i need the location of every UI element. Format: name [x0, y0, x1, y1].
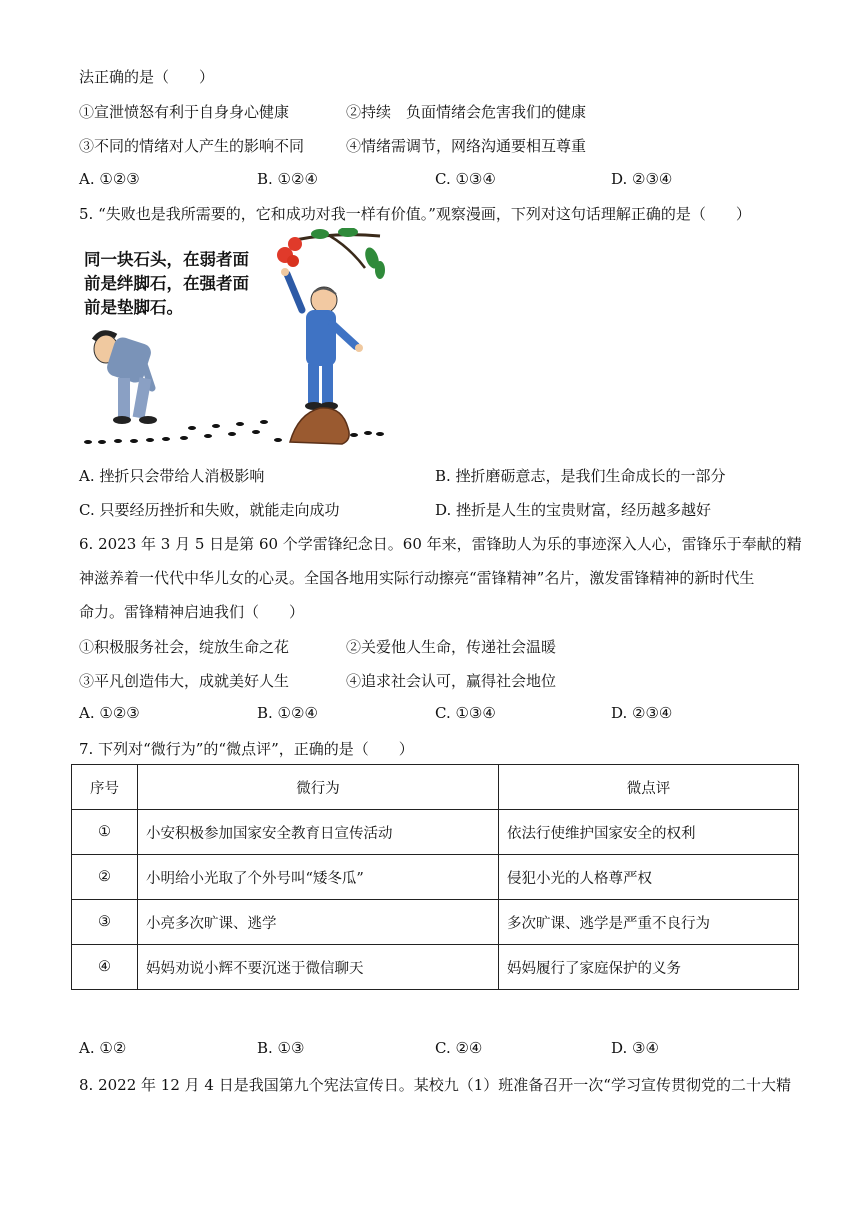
q6-item-1: ①积极服务社会，绽放生命之花: [79, 638, 290, 656]
table-row: [72, 945, 799, 990]
header-comment: 微点评: [499, 765, 799, 810]
row-behavior: 小安积极参加国家安全教育日宣传活动: [138, 810, 499, 855]
q6-option-c[interactable]: C. ①③④: [435, 704, 496, 722]
q6-item-4: ④追求社会认可，赢得社会地位: [346, 672, 557, 690]
q7-stem: 7. 下列对“微行为”的“微点评”，正确的是（ ）: [79, 740, 414, 758]
q7-option-b[interactable]: B. ①③: [257, 1039, 305, 1057]
q4-options: [79, 170, 779, 190]
header-number: 序号: [72, 765, 138, 810]
q5-option-b[interactable]: B. 挫折磨砺意志，是我们生命成长的一部分: [435, 467, 726, 485]
q5-cartoon: [80, 228, 390, 450]
row-comment: 妈妈履行了家庭保护的义务: [499, 945, 799, 990]
cartoon-illustration: [80, 228, 390, 450]
q7-option-c[interactable]: C. ②④: [435, 1039, 483, 1057]
table-row: [72, 900, 799, 945]
row-number: ④: [72, 945, 138, 990]
q6-item-3: ③平凡创造伟大，成就美好人生: [79, 672, 290, 690]
table-row: [72, 855, 799, 900]
row-behavior: 妈妈劝说小辉不要沉迷于微信聊天: [138, 945, 499, 990]
q6-item-2: ②关爱他人生命，传递社会温暖: [346, 638, 557, 656]
q8-stem: 8. 2022 年 12 月 4 日是我国第九个宪法宣传日。某校九（1）班准备召开一次“学习宣传贯彻党的二十大精: [79, 1076, 791, 1094]
row-number: ②: [72, 855, 138, 900]
cartoon-caption: 同一块石头，在弱者面前是绊脚石，在强者面前是垫脚石。: [84, 250, 249, 317]
q5-option-d[interactable]: D. 挫折是人生的宝贵财富，经历越多越好: [435, 501, 712, 519]
q7-options: [79, 1039, 779, 1059]
q4-item-1: ①宣泄愤怒有利于自身身心健康: [79, 103, 290, 121]
q6-stem-line-1: 6. 2023 年 3 月 5 日是第 60 个学雷锋纪念日。60 年来，雷锋助人为乐的事迹深入人心，雷锋乐于奉献的精: [79, 535, 802, 553]
q6-options: [79, 704, 779, 724]
q5-option-a[interactable]: A. 挫折只会带给人消极影响: [79, 467, 265, 485]
q6-stem-line-2: 神滋养着一代代中华儿女的心灵。全国各地用实际行动擦亮“雷锋精神”名片，激发雷锋精神的新时代生: [79, 569, 755, 587]
q4-option-d[interactable]: D. ②③④: [611, 170, 673, 188]
table-header-row: [72, 765, 799, 810]
q6-option-d[interactable]: D. ②③④: [611, 704, 673, 722]
q4-item-3: ③不同的情绪对人产生的影响不同: [79, 137, 305, 155]
q5-option-c[interactable]: C. 只要经历挫折和失败，就能走向成功: [79, 501, 340, 519]
row-behavior: 小明给小光取了个外号叫“矮冬瓜”: [138, 855, 499, 900]
row-behavior: 小亮多次旷课、逃学: [138, 900, 499, 945]
header-behavior: 微行为: [138, 765, 499, 810]
row-comment: 多次旷课、逃学是严重不良行为: [499, 900, 799, 945]
q4-item-2: ②持续 负面情绪会危害我们的健康: [346, 103, 587, 121]
q6-option-b[interactable]: B. ①②④: [257, 704, 318, 722]
row-comment: 依法行使维护国家安全的权利: [499, 810, 799, 855]
q4-option-a[interactable]: A. ①②③: [79, 170, 140, 188]
q7-option-a[interactable]: A. ①②: [79, 1039, 127, 1057]
table-row: [72, 810, 799, 855]
q4-option-c[interactable]: C. ①③④: [435, 170, 496, 188]
q7-option-d[interactable]: D. ③④: [611, 1039, 659, 1057]
q5-stem: 5. “失败也是我所需要的，它和成功对我一样有价值。”观察漫画，下列对这句话理解正确的是（ ）: [79, 205, 751, 223]
row-number: ①: [72, 810, 138, 855]
q4-stem-tail: 法正确的是（ ）: [79, 68, 215, 86]
q6-stem-line-3: 命力。雷锋精神启迪我们（ ）: [79, 603, 305, 621]
row-number: ③: [72, 900, 138, 945]
q7-table: [71, 764, 799, 990]
q4-option-b[interactable]: B. ①②④: [257, 170, 318, 188]
row-comment: 侵犯小光的人格尊严权: [499, 855, 799, 900]
q4-item-4: ④情绪需调节，网络沟通要相互尊重: [346, 137, 587, 155]
q6-option-a[interactable]: A. ①②③: [79, 704, 140, 722]
